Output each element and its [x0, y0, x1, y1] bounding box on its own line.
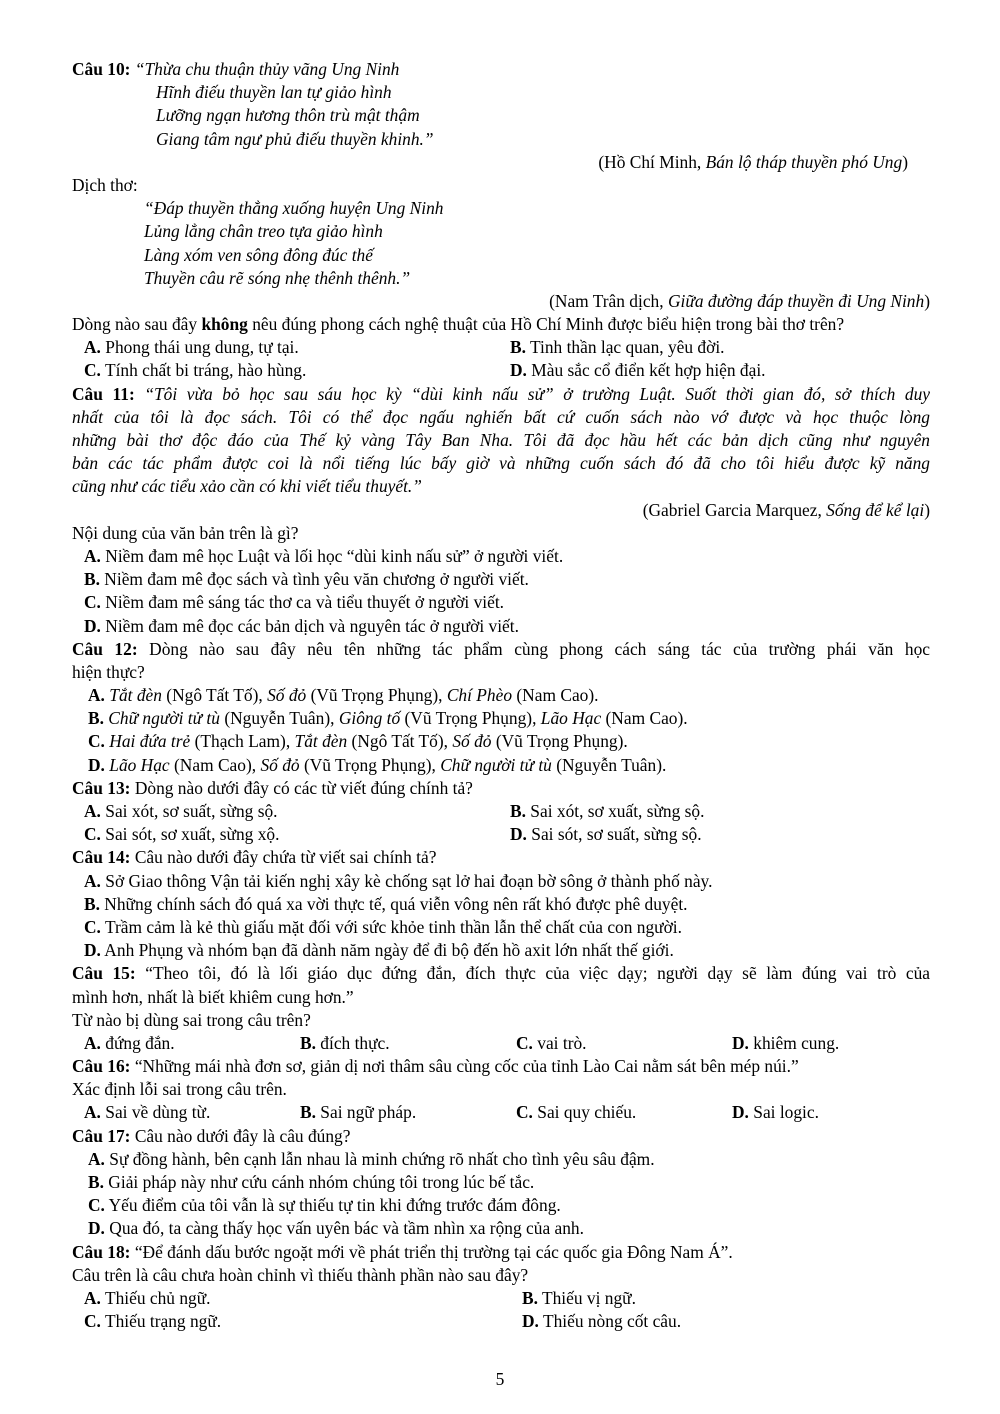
option-text: Thiếu nòng cốt câu. — [538, 1311, 682, 1332]
author: (Nguyễn Tuân). — [551, 754, 667, 775]
option-text: Anh Phụng và nhóm bạn đã dành năm ngày để đi bộ đến hồ axit lớn nhất thế giới. — [100, 940, 674, 961]
option-key: A. — [88, 685, 105, 706]
option-key: B. — [300, 1032, 316, 1053]
option-key: C. — [84, 824, 101, 845]
q15-question: Từ nào bị dùng sai trong câu trên? — [72, 1009, 311, 1030]
question-text: Câu nào dưới đây là câu đúng? — [130, 1125, 351, 1146]
answer-option[interactable] — [84, 1310, 522, 1333]
q13-label: Câu 13: — [72, 777, 131, 798]
answer-option[interactable] — [72, 754, 930, 777]
q10-translator — [72, 290, 930, 313]
q10-question — [72, 313, 930, 336]
option-key: B. — [510, 801, 526, 821]
answer-option[interactable] — [84, 359, 510, 382]
source-close: ) — [902, 151, 908, 172]
q10-options-row-1 — [72, 336, 930, 359]
option-text: Trầm cảm là kẻ thù giấu mặt đối với sức khỏe tinh thần lẫn thể chất của con người. — [100, 916, 682, 937]
work-title: Chữ người tử tù — [103, 708, 220, 729]
option-text: Màu sắc cổ điển kết hợp hiện đại. — [526, 360, 766, 381]
author: (Vũ Trọng Phụng), — [299, 754, 441, 775]
author: (Nam Cao). — [512, 685, 599, 706]
q13-options-row-1 — [72, 800, 930, 823]
q12-question-line-2: hiện thực? — [72, 661, 145, 682]
option-text: Thiếu trạng ngữ. — [100, 1311, 222, 1332]
author: (Nam Cao), — [169, 754, 261, 775]
passage-text: “Tôi vừa bỏ học sau sáu học kỳ “dùi kinh nấu sử” ở trường Luật. Suốt thời gian đó, sở thích duy — [134, 383, 930, 404]
translator: (Nam Trân dịch, — [549, 290, 668, 311]
author: (Ngô Tất Tố), — [347, 731, 453, 752]
answer-option[interactable] — [84, 1032, 300, 1055]
q18-options-row-1 — [72, 1287, 930, 1310]
option-key: A. — [84, 1287, 101, 1308]
answer-option[interactable] — [84, 823, 510, 846]
work-title: Lão Hạc — [104, 754, 170, 775]
q16-question: Xác định lỗi sai trong câu trên. — [72, 1079, 287, 1100]
option-key: D. — [88, 1218, 105, 1239]
question-emphasis: không — [201, 314, 248, 335]
option-text: đích thực. — [315, 1032, 390, 1053]
q18-question: Câu trên là câu chưa hoàn chỉnh vì thiếu thành phần nào sau đây? — [72, 1264, 529, 1285]
option-key: D. — [732, 1102, 749, 1123]
answer-option[interactable] — [72, 1148, 930, 1171]
q16-options-row — [72, 1101, 930, 1124]
question-text: Dòng nào dưới đây có các từ viết đúng chính tả? — [130, 777, 473, 798]
quote-text: “Để đánh dấu bước ngoặt mới về phát triển thị trường tại các quốc gia Đông Nam Á”. — [130, 1241, 733, 1262]
q11-passage-line-5: cũng như các tiểu xảo cần có khi viết tiểu thuyết.” — [72, 476, 422, 497]
option-key: C. — [88, 731, 105, 752]
page-number: 5 — [495, 1369, 505, 1389]
option-key: D. — [88, 754, 105, 775]
option-key: D. — [510, 360, 527, 381]
answer-option[interactable] — [72, 916, 930, 939]
q15-options-row — [72, 1032, 930, 1055]
q16-quote — [72, 1055, 930, 1078]
option-text: Thiếu chủ ngữ. — [100, 1287, 211, 1308]
option-key: B. — [510, 337, 526, 358]
question-text: Dòng nào sau đây — [72, 314, 202, 335]
q15-quote-line-2: mình hơn, nhất là biết khiêm cung hơn.” — [72, 986, 354, 1007]
option-key: C. — [84, 1311, 101, 1332]
q15-label: Câu 15: — [72, 963, 136, 984]
option-text: Sai sót, sơ xuất, sừng xộ. — [100, 824, 280, 845]
q11-passage-line-4: bản các tác phẩm được coi là nổi tiếng lúc bấy giờ và những cuốn sách đó đã cho tôi hiểu được kỹ năng — [72, 453, 930, 474]
translation-close: ) — [924, 290, 930, 311]
option-text: Niềm đam mê sáng tác thơ ca và tiểu thuyết ở người viết. — [100, 592, 504, 613]
answer-option[interactable] — [732, 1101, 819, 1124]
answer-option[interactable] — [72, 684, 930, 707]
option-key: A. — [84, 801, 101, 821]
answer-option[interactable] — [72, 545, 930, 568]
work-title: Chữ người tử tù — [440, 754, 552, 775]
author: (Nguyễn Tuân), — [219, 708, 339, 729]
q12-question-line-1 — [72, 638, 930, 661]
option-text: Những chính sách đó quá xa vời thực tế, quá viễn vông nên rất khó được phê duyệt. — [99, 893, 688, 914]
q18-label: Câu 18: — [72, 1241, 131, 1262]
option-key: B. — [84, 569, 100, 590]
work-title: Số đỏ — [267, 685, 307, 706]
author: (Vũ Trọng Phụng). — [491, 731, 628, 752]
q10-source — [72, 151, 930, 174]
q17-label: Câu 17: — [72, 1125, 131, 1146]
option-text: Sai quy chiếu. — [532, 1102, 637, 1123]
answer-option[interactable] — [510, 823, 702, 846]
answer-option[interactable] — [510, 359, 766, 382]
q10-translation-line-1: “Đáp thuyền thẳng xuống huyện Ung Ninh — [144, 198, 444, 219]
work-title: Số đỏ — [452, 731, 492, 752]
option-text: Qua đó, ta càng thấy học vấn uyên bác và tầm nhìn xa rộng của anh. — [104, 1218, 584, 1239]
q11-question: Nội dung của văn bản trên là gì? — [72, 522, 299, 543]
q10-label: Câu 10: — [72, 59, 131, 79]
option-key: C. — [516, 1032, 533, 1053]
option-text: Yếu điểm của tôi vẫn là sự thiếu tự tin khi đứng trước đám đông. — [104, 1195, 561, 1216]
option-key: A. — [84, 545, 101, 566]
option-key: D. — [732, 1032, 749, 1053]
option-key: C. — [84, 592, 101, 613]
q16-label: Câu 16: — [72, 1056, 131, 1077]
q18-options-row-2 — [72, 1310, 930, 1333]
q10-options-row-2 — [72, 359, 930, 382]
answer-option[interactable] — [84, 1287, 522, 1310]
option-text: Sự đồng hành, bên cạnh lẫn nhau là minh chứng rõ nhất cho tình yêu sâu đậm. — [104, 1148, 655, 1169]
option-text: Giải pháp này như cứu cánh nhóm chúng tôi trong lúc bế tắc. — [103, 1172, 535, 1192]
quote-text: “Những mái nhà đơn sơ, giản dị nơi thâm sâu cùng cốc của tỉnh Lào Cai nằm sát bên mép núi.” — [130, 1056, 799, 1077]
q10-poem-line-4: Giang tâm ngư phủ điếu thuyền khinh.” — [156, 128, 434, 149]
option-text: Niềm đam mê học Luật và lối học “dùi kinh nấu sử” ở người viết. — [100, 545, 564, 566]
author: (Thạch Lam), — [190, 731, 295, 752]
option-key: B. — [522, 1287, 538, 1308]
option-key: A. — [88, 1148, 105, 1169]
answer-option[interactable] — [84, 1101, 300, 1124]
question-text: Dòng nào sau đây nêu tên những tác phẩm cùng phong cách sáng tác của trường phái văn học — [137, 638, 930, 659]
author: (Vũ Trọng Phụng), — [306, 685, 447, 706]
q18-quote — [72, 1241, 930, 1264]
answer-option[interactable] — [72, 568, 930, 591]
work-title: Chí Phèo — [446, 685, 513, 706]
q10-translation-line-4: Thuyền câu rẽ sóng nhẹ thênh thênh.” — [144, 267, 411, 288]
q10-poem-line-1 — [72, 58, 930, 81]
option-text: vai trò. — [532, 1032, 587, 1053]
q10-translation-line-3: Làng xóm ven sông đông đúc thế — [144, 244, 373, 265]
answer-option[interactable] — [522, 1287, 636, 1310]
answer-option[interactable] — [510, 800, 704, 823]
q13-options-row-2 — [72, 823, 930, 846]
q14-question — [72, 846, 930, 869]
q12-label: Câu 12: — [72, 638, 138, 659]
option-key: B. — [84, 893, 100, 914]
answer-option[interactable] — [72, 1194, 930, 1217]
q11-passage-line-3: những bài thơ độc đáo của Thế kỷ vàng Tây Ban Nha. Tôi đã đọc hầu hết các bản dịch cũng như nguyên — [72, 430, 930, 450]
option-text: Phong thái ung dung, tự tại. — [100, 337, 299, 358]
answer-option[interactable] — [84, 800, 510, 823]
q11-source — [72, 499, 930, 522]
question-text: Câu nào dưới đây chứa từ viết sai chính tả? — [130, 847, 437, 868]
option-key: D. — [84, 615, 101, 636]
answer-option[interactable] — [72, 1171, 930, 1194]
answer-option[interactable] — [732, 1032, 839, 1055]
option-key: C. — [88, 1195, 105, 1216]
q11-label: Câu 11: — [72, 383, 135, 404]
option-key: B. — [88, 1172, 104, 1192]
option-key: D. — [84, 940, 101, 961]
answer-option[interactable] — [300, 1032, 516, 1055]
option-key: A. — [84, 337, 101, 358]
option-text: đứng đắn. — [100, 1032, 175, 1053]
option-text: Tính chất bi tráng, hào hùng. — [100, 360, 307, 381]
quote-text: “Theo tôi, đó là lối giáo dục đứng đắn, đích thực của việc dạy; người dạy sẽ làm đúng vai trò của — [135, 963, 930, 984]
answer-option[interactable] — [72, 615, 930, 638]
work-title: Hai đứa trẻ — [104, 731, 191, 752]
option-text: Sở Giao thông Vận tải kiến nghị xây kè chống sạt lở hai đoạn bờ sông ở thành phố này. — [100, 870, 713, 891]
option-text: Thiếu vị ngữ. — [537, 1287, 636, 1308]
work-title: Tắt đèn — [104, 685, 162, 706]
q13-question — [72, 777, 930, 800]
option-text: khiêm cung. — [748, 1032, 840, 1053]
q15-quote-line-1 — [72, 962, 930, 985]
q17-question — [72, 1125, 930, 1148]
author: (Vũ Trọng Phụng), — [400, 708, 541, 729]
option-key: D. — [510, 824, 527, 845]
exam-page — [72, 58, 930, 1333]
option-key: A. — [84, 1102, 101, 1123]
answer-option[interactable] — [516, 1101, 732, 1124]
q10-poem-line-3: Lưỡng ngạn hương thôn trù mật thậm — [156, 105, 420, 126]
option-text: Sai về dùng từ. — [100, 1102, 211, 1123]
option-key: A. — [84, 870, 101, 891]
option-key: B. — [88, 708, 104, 729]
work-title: Lão Hạc — [540, 708, 602, 729]
option-key: A. — [84, 1032, 101, 1053]
source-author: (Gabriel Garcia Marquez, — [642, 499, 827, 520]
option-key: C. — [84, 916, 101, 937]
option-text: Niềm đam mê đọc sách và tình yêu văn chương ở người viết. — [99, 569, 529, 590]
source-title: Sống để kể lại — [826, 499, 925, 520]
q10-translation-line-2: Lủng lẳng chân treo tựa giảo hình — [144, 221, 383, 242]
answer-option[interactable] — [72, 893, 930, 916]
question-text: nêu đúng phong cách nghệ thuật của Hồ Chí Minh được biểu hiện trong bài thơ trên? — [247, 314, 845, 335]
option-key: D. — [522, 1311, 539, 1332]
q11-passage-line-1 — [72, 383, 930, 406]
option-text: Sai ngữ pháp. — [315, 1102, 417, 1123]
answer-option[interactable] — [522, 1310, 681, 1333]
source-author: (Hồ Chí Minh, — [598, 151, 706, 172]
option-text: Sai xót, sơ xuất, sừng sộ. — [525, 801, 705, 821]
q10-poem-line-2: Hĩnh điếu thuyền lan tự giảo hình — [156, 82, 392, 103]
q10-translation-label: Dịch thơ: — [72, 174, 138, 195]
work-title: Số đỏ — [260, 754, 300, 775]
source-close: ) — [924, 499, 930, 520]
q11-passage-line-2: nhất của tôi là đọc sách. Tôi có thể đọc ngấu nghiến bất cứ cuốn sách nào vớ được và học thuộc lòng — [72, 406, 930, 427]
poem-line: “Thừa chu thuận thủy vãng Ung Ninh — [134, 59, 400, 79]
source-title: Bán lộ tháp thuyền phó Ung — [705, 151, 903, 172]
option-text: Sai sót, sơ suất, sừng sộ. — [526, 824, 702, 845]
option-text: Sai xót, sơ suất, sừng sộ. — [100, 801, 278, 821]
answer-option[interactable] — [72, 707, 930, 730]
answer-option[interactable] — [72, 1217, 930, 1240]
answer-option[interactable] — [300, 1101, 516, 1124]
option-key: C. — [84, 360, 101, 381]
work-title: Giông tố — [338, 708, 401, 729]
option-text: Niềm đam mê đọc các bản dịch và nguyên tác ở người viết. — [100, 615, 519, 636]
answer-option[interactable] — [72, 730, 930, 753]
author: (Nam Cao). — [601, 708, 688, 729]
option-text: Tinh thần lạc quan, yêu đời. — [525, 337, 725, 358]
answer-option[interactable] — [72, 591, 930, 614]
translation-title: Giữa đường đáp thuyền đi Ung Ninh — [667, 290, 925, 311]
q14-label: Câu 14: — [72, 847, 131, 868]
option-text: Sai logic. — [748, 1102, 819, 1123]
answer-option[interactable] — [510, 336, 725, 359]
answer-option[interactable] — [516, 1032, 732, 1055]
answer-option[interactable] — [72, 939, 930, 962]
answer-option[interactable] — [84, 336, 510, 359]
author: (Ngô Tất Tố), — [161, 685, 268, 706]
answer-option[interactable] — [72, 870, 930, 893]
work-title: Tắt đèn — [294, 731, 348, 752]
option-key: B. — [300, 1102, 316, 1123]
option-key: C. — [516, 1102, 533, 1123]
